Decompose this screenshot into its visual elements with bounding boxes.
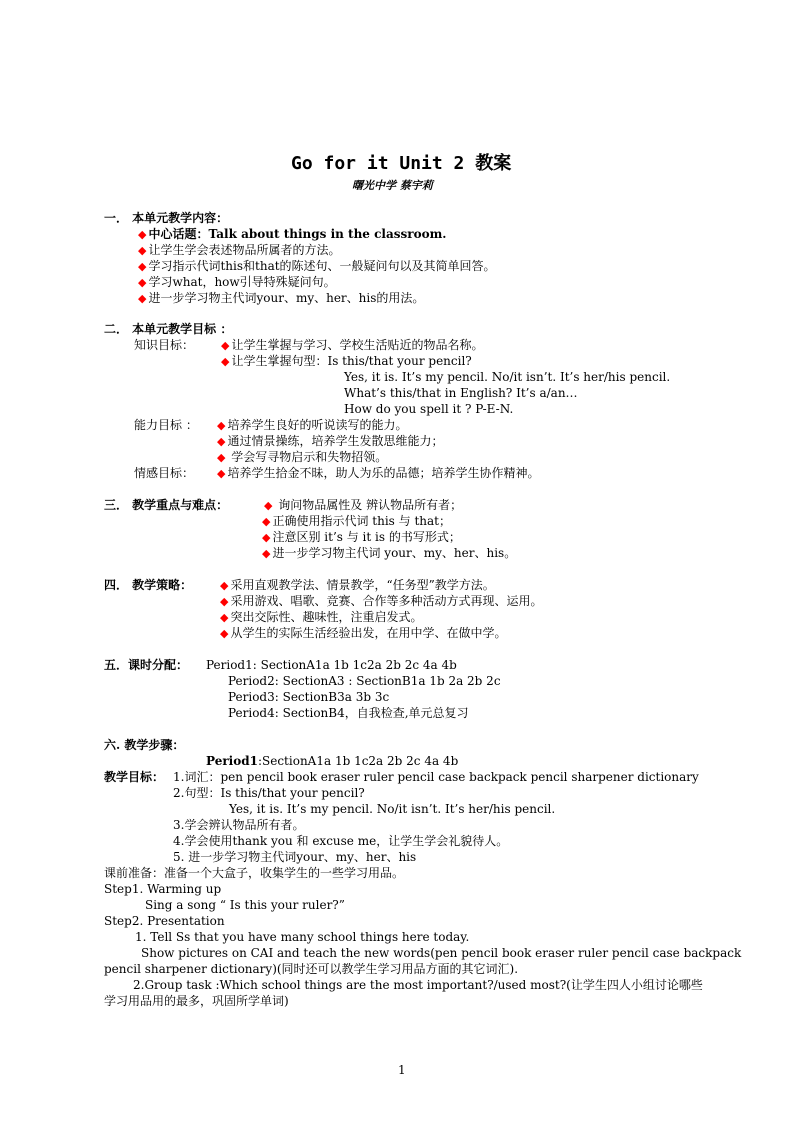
s1-item-4: ◆ 学习what，how引导特殊疑问句。	[138, 275, 336, 289]
ability-3: ◆ 学会写寻物启示和失物招领。	[217, 450, 388, 464]
diamond-bullet-icon: ◆	[220, 595, 229, 608]
preparation: 课前准备：准备一个大盒子，收集学生的一些学习用品。	[104, 866, 405, 880]
section-3-heading: 三． 教学重点与难点：	[104, 498, 229, 512]
s4-item-3: ◆ 突出交际性、趣味性，注重启发式。	[220, 610, 423, 624]
diamond-bullet-icon: ◆	[220, 579, 229, 592]
step-2-item-3b: 学习用品用的最多，巩固所学单词)	[104, 994, 289, 1008]
period-1: Period1: SectionA1a 1b 1c2a 2b 2c 4a 4b	[206, 658, 457, 672]
diamond-bullet-icon: ◆	[138, 244, 147, 257]
goal-4: 4.学会使用thank you 和 excuse me，让学生学会礼貌待人。	[173, 834, 509, 848]
diamond-bullet-icon: ◆	[220, 627, 229, 640]
step-1-detail: Sing a song “ Is this your ruler?”	[145, 898, 345, 912]
diamond-bullet-icon: ◆	[138, 276, 147, 289]
s3-item-1: ◆ 询问物品属性及 辨认物品所有者；	[264, 498, 463, 512]
emotion-label: 情感目标：	[134, 466, 195, 480]
ability-2: ◆ 通过情景操练，培养学生发散思维能力；	[217, 434, 444, 448]
s1-item-1: ◆ 中心话题：Talk about things in the classroom.	[138, 227, 447, 241]
diamond-bullet-icon: ◆	[220, 611, 229, 624]
step-1: Step1. Warming up	[104, 882, 222, 896]
s4-item-2: ◆ 采用游戏、唱歌、竞赛、合作等多种活动方式再现、运用。	[220, 594, 543, 608]
diamond-bullet-icon: ◆	[221, 355, 230, 368]
step-2-item-3a: 2.Group task :Which school things are the most important?/used most?(让学生四人小组讨论哪些	[133, 978, 703, 992]
s3-item-4: ◆ 进一步学习物主代词 your、my、her、his。	[262, 546, 517, 560]
goal-3: 3.学会辨认物品所有者。	[173, 818, 305, 832]
author-line: 曙光中学 蔡宇莉	[352, 179, 433, 192]
knowledge-2: ◆ 让学生掌握句型：Is this/that your pencil?	[221, 354, 472, 368]
diamond-bullet-icon: ◆	[262, 531, 271, 544]
s1-item-2: ◆ 让学生学会表述物品所属者的方法。	[138, 243, 341, 257]
diamond-bullet-icon: ◆	[138, 292, 147, 305]
goal-label: 教学目标：	[104, 770, 165, 784]
section-1-heading: 一． 本单元教学内容：	[104, 211, 229, 225]
page-title: Go for it Unit 2 教案	[291, 153, 512, 174]
goal-2b: Yes, it is. It’s my pencil. No/it isn’t. It’s her/his pencil.	[229, 802, 556, 816]
diamond-bullet-icon: ◆	[138, 228, 147, 241]
s3-item-2: ◆ 正确使用指示代词 this 与 that；	[262, 514, 451, 528]
goal-5: 5. 进一步学习物主代词your、my、her、his	[173, 850, 417, 864]
section-6-heading: 六. 教学步骤：	[104, 738, 185, 752]
step-2-item-1: 1. Tell Ss that you have many school things here today.	[135, 930, 470, 944]
knowledge-1: ◆ 让学生掌握与学习、学校生活贴近的物品名称。	[221, 338, 484, 352]
goal-2: 2.句型：Is this/that your pencil?	[173, 786, 365, 800]
period-2: Period2: SectionA3 : SectionB1a 1b 2a 2b 2c	[228, 674, 501, 688]
s4-item-4: ◆ 从学生的实际生活经验出发，在用中学、在做中学。	[220, 626, 507, 640]
diamond-bullet-icon: ◆	[262, 547, 271, 560]
s4-item-1: ◆ 采用直观教学法、情景教学，“任务型”教学方法。	[220, 578, 495, 592]
ability-label: 能力目标 ：	[134, 418, 198, 432]
emotion-1: ◆ 培养学生拾金不昧，助人为乐的品德；培养学生协作精神。	[217, 466, 540, 480]
ability-1: ◆ 培养学生良好的听说读写的能力。	[217, 418, 408, 432]
section-5-heading: 五．课时分配：	[104, 658, 189, 672]
diamond-bullet-icon: ◆	[264, 499, 273, 512]
period-4: Period4: SectionB4，自我检查,单元总复习	[228, 706, 469, 720]
s1-item-5: ◆ 进一步学习物主代词your、my、her、his的用法。	[138, 291, 425, 305]
knowledge-4: What’s this/that in English? It’s a/an…	[344, 386, 578, 400]
period-1-heading: Period1:SectionA1a 1b 1c2a 2b 2c 4a 4b	[206, 754, 459, 768]
goal-1: 1.词汇：pen pencil book eraser ruler pencil case backpack pencil sharpener dictionary	[173, 770, 699, 784]
s3-item-3: ◆ 注意区别 it’s 与 it is 的书写形式；	[262, 530, 461, 544]
section-4-heading: 四． 教学策略：	[104, 578, 193, 592]
diamond-bullet-icon: ◆	[217, 467, 226, 480]
knowledge-5: How do you spell it ? P-E-N.	[344, 402, 514, 416]
page-number: 1	[398, 1063, 406, 1077]
section-2-heading: 二． 本单元教学目标 ：	[104, 322, 233, 336]
diamond-bullet-icon: ◆	[221, 339, 230, 352]
step-2-item-2b: pencil sharpener dictionary)(同时还可以教学生学习用品方面的其它词汇).	[104, 962, 519, 976]
diamond-bullet-icon: ◆	[217, 451, 226, 464]
s1-item-3: ◆ 学习指示代词this和that的陈述句、一般疑问句以及其简单回答。	[138, 259, 496, 273]
step-2-item-2a: Show pictures on CAI and teach the new words(pen pencil book eraser ruler pencil case backpack	[141, 946, 742, 960]
knowledge-label: 知识目标：	[134, 338, 195, 352]
diamond-bullet-icon: ◆	[138, 260, 147, 273]
diamond-bullet-icon: ◆	[262, 515, 271, 528]
diamond-bullet-icon: ◆	[217, 419, 226, 432]
period-3: Period3: SectionB3a 3b 3c	[228, 690, 390, 704]
diamond-bullet-icon: ◆	[217, 435, 226, 448]
knowledge-3: Yes, it is. It’s my pencil. No/it isn’t. It’s her/his pencil.	[344, 370, 671, 384]
step-2: Step2. Presentation	[104, 914, 225, 928]
